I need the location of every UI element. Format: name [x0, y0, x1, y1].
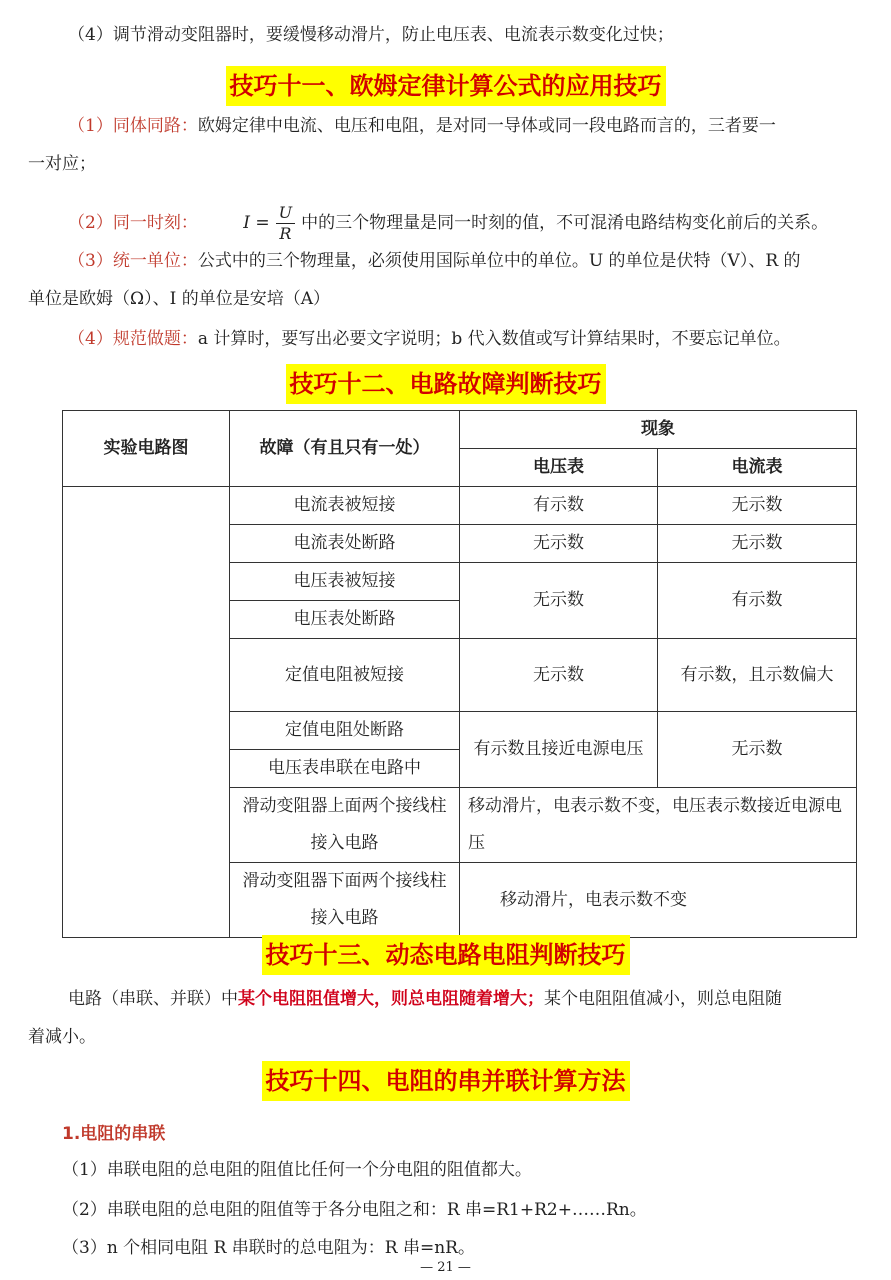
header-voltmeter: 电压表 [460, 449, 658, 487]
paragraph-13: 电路（串联、并联）中某个电阻阻值增大，则总电阻随着增大；某个电阻阻值减小，则总电阻随 着减小。 [28, 989, 782, 1047]
fault-cell: 定值电阻处断路 [230, 712, 460, 750]
header-ammeter: 电流表 [658, 449, 857, 487]
header-phenomenon: 现象 [460, 411, 857, 449]
diagram-cell [63, 487, 230, 938]
header-fault: 故障（有且只有一处） [230, 411, 460, 487]
paragraph-top: （4）调节滑动变阻器时，要缓慢移动滑片，防止电压表、电流表示数变化过快； [68, 25, 674, 45]
ammeter-cell: 有示数 [658, 563, 857, 639]
formula-fraction: $\frac{U}{R}$ [276, 203, 295, 244]
ammeter-cell: 无示数 [658, 712, 857, 788]
section-title-12: 技巧十二、电路故障判断技巧 [0, 364, 891, 404]
voltmeter-cell: 无示数 [460, 639, 658, 712]
ammeter-cell: 有示数，且示数偏大 [658, 639, 857, 712]
fault-cell: 电压表串联在电路中 [230, 750, 460, 788]
section-title-11: 技巧十一、欧姆定律计算公式的应用技巧 [0, 66, 891, 106]
fault-cell: 电压表被短接 [230, 563, 460, 601]
fault-cell: 滑动变阻器下面两个接线柱接入电路 [230, 863, 460, 938]
series-item-2: （2）串联电阻的总电阻的阻值等于各分电阻之和：R 串=R1+R2+……Rn。 [62, 1200, 647, 1220]
fault-cell: 电流表处断路 [230, 525, 460, 563]
fault-table [62, 410, 857, 938]
series-item-3: （3）n 个相同电阻 R 串联时的总电阻为：R 串=nR。 [62, 1238, 475, 1258]
ammeter-cell: 无示数 [658, 487, 857, 525]
fault-cell: 电流表被短接 [230, 487, 460, 525]
observation-cell: 移动滑片，电表示数不变 [460, 863, 857, 938]
section-title-14: 技巧十四、电阻的串并联计算方法 [0, 1061, 891, 1101]
voltmeter-cell: 无示数 [460, 525, 658, 563]
paragraph-11-3: （3）统一单位：公式中的三个物理量，必须使用国际单位中的单位。U 的单位是伏特（V）、R 的 单位是欧姆（Ω）、I 的单位是安培（A） [28, 251, 801, 309]
header-diagram: 实验电路图 [63, 411, 230, 487]
voltmeter-cell: 有示数 [460, 487, 658, 525]
subsection-heading: 1.电阻的串联 [62, 1124, 166, 1144]
observation-cell: 移动滑片，电表示数不变，电压表示数接近电源电压 [460, 788, 857, 863]
series-item-1: （1）串联电阻的总电阻的阻值比任何一个分电阻的阻值都大。 [62, 1160, 532, 1180]
paragraph-11-4: （4）规范做题：a 计算时，要写出必要文字说明；b 代入数值或写计算结果时，不要忘记单位。 [68, 329, 791, 349]
fault-cell: 定值电阻被短接 [230, 639, 460, 712]
paragraph-11-2: （2）同一时刻： I = $\frac{U}{R}$ 中的三个物理量是同一时刻的值，不可混淆电路结构变化前后的关系。 [68, 203, 829, 243]
section-title-13: 技巧十三、动态电路电阻判断技巧 [0, 935, 891, 975]
paragraph-11-1: （1）同体同路：欧姆定律中电流、电压和电阻，是对同一导体或同一段电路而言的，三者要一 一对应； [28, 116, 776, 174]
formula-lhs: I = [243, 213, 270, 233]
ammeter-cell: 无示数 [658, 525, 857, 563]
fault-cell: 电压表处断路 [230, 601, 460, 639]
fault-cell: 滑动变阻器上面两个接线柱接入电路 [230, 788, 460, 863]
voltmeter-cell: 有示数且接近电源电压 [460, 712, 658, 788]
voltmeter-cell: 无示数 [460, 563, 658, 639]
page-number: — 21 — [420, 1260, 471, 1275]
